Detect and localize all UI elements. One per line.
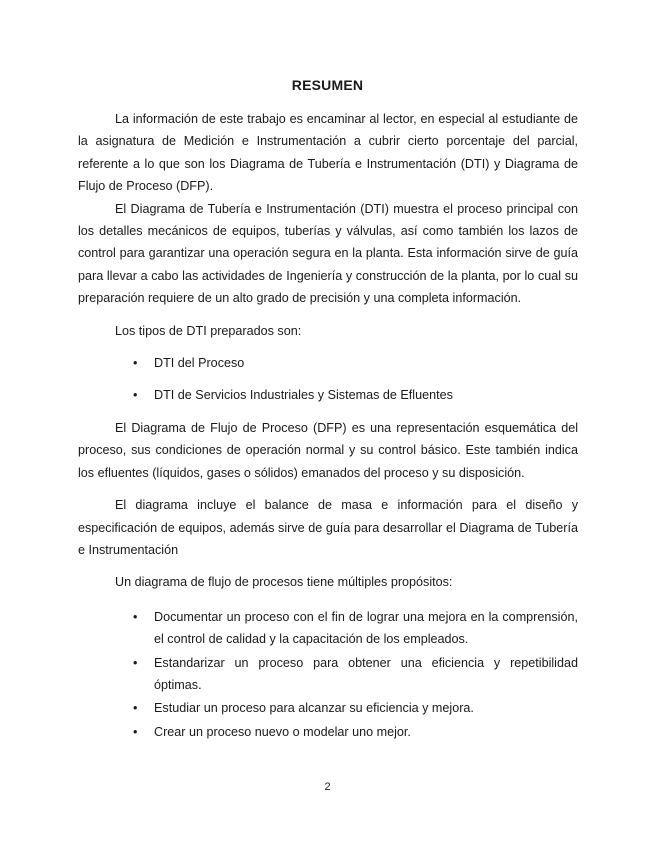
- list-item: [78, 652, 578, 697]
- bullet-icon: •: [133, 655, 138, 670]
- bullet-icon: •: [133, 388, 138, 403]
- bullet-icon: •: [133, 724, 138, 739]
- list-item: [78, 721, 578, 743]
- bullet-icon: •: [133, 356, 138, 371]
- list-item: [78, 352, 578, 374]
- paragraph-intro: La información de este trabajo es encaminar al lector, en especial al estudiante de la asignatura de Medición e Instrumentación a cubrir cierto porcentaje del parcial, referente a lo que son los Diagrama de Tubería e Instrumentación (DTI) y Diagrama de Flujo de Proceso (DFP).: [78, 112, 578, 194]
- paragraph-dti-description: El Diagrama de Tubería e Instrumentación (DTI) muestra el proceso principal con los detalles mecánicos de equipos, tuberías y válvulas, así como también los lazos de control para garantizar una operación segura en la planta. Esta información sirve de guía para llevar a cabo las actividades de Ingeniería y construcción de la planta, por lo cual su preparación requiere de un alto grado de precisión y una completa información.: [78, 201, 578, 306]
- list-item-text: DTI de Servicios Industriales y Sistemas de Efluentes: [154, 388, 453, 403]
- purposes-list: [78, 606, 578, 743]
- list-item: [78, 606, 578, 651]
- paragraph-dfp-description: El Diagrama de Flujo de Proceso (DFP) es una representación esquemática del proceso, sus condiciones de operación normal y su control básico. Este también indica los efluentes (líquidos, gases o sólidos) emanados del proceso y su disposición.: [78, 420, 578, 480]
- dti-types-list: [78, 352, 578, 407]
- bullet-icon: •: [133, 701, 138, 716]
- list-item-text: Estudiar un proceso para alcanzar su eficiencia y mejora.: [154, 701, 474, 716]
- list-item-text: Estandarizar un proceso para obtener una eficiencia y repetibilidad óptimas.: [154, 655, 578, 692]
- list-item: [78, 697, 578, 719]
- paragraph-dfp-balance: El diagrama incluye el balance de masa e información para el diseño y especificación de equipos, además sirve de guía para desarrollar el Diagrama de Tubería e Instrumentación: [78, 498, 578, 557]
- document-body: [78, 108, 578, 743]
- list-item-text: Crear un proceso nuevo o modelar uno mejor.: [154, 724, 411, 739]
- paragraph-dti-types-intro: Los tipos de DTI preparados son:: [115, 323, 302, 338]
- list-item-text: DTI del Proceso: [154, 356, 245, 371]
- bullet-icon: •: [133, 609, 138, 624]
- page-number: 2: [324, 781, 331, 793]
- page-title: RESUMEN: [291, 77, 364, 93]
- list-item-text: Documentar un proceso con el fin de lograr una mejora en la comprensión, el control de calidad y la capacitación de los empleados.: [154, 609, 578, 647]
- list-item: [78, 384, 578, 406]
- paragraph-purposes-intro: Un diagrama de flujo de procesos tiene múltiples propósitos:: [115, 575, 453, 590]
